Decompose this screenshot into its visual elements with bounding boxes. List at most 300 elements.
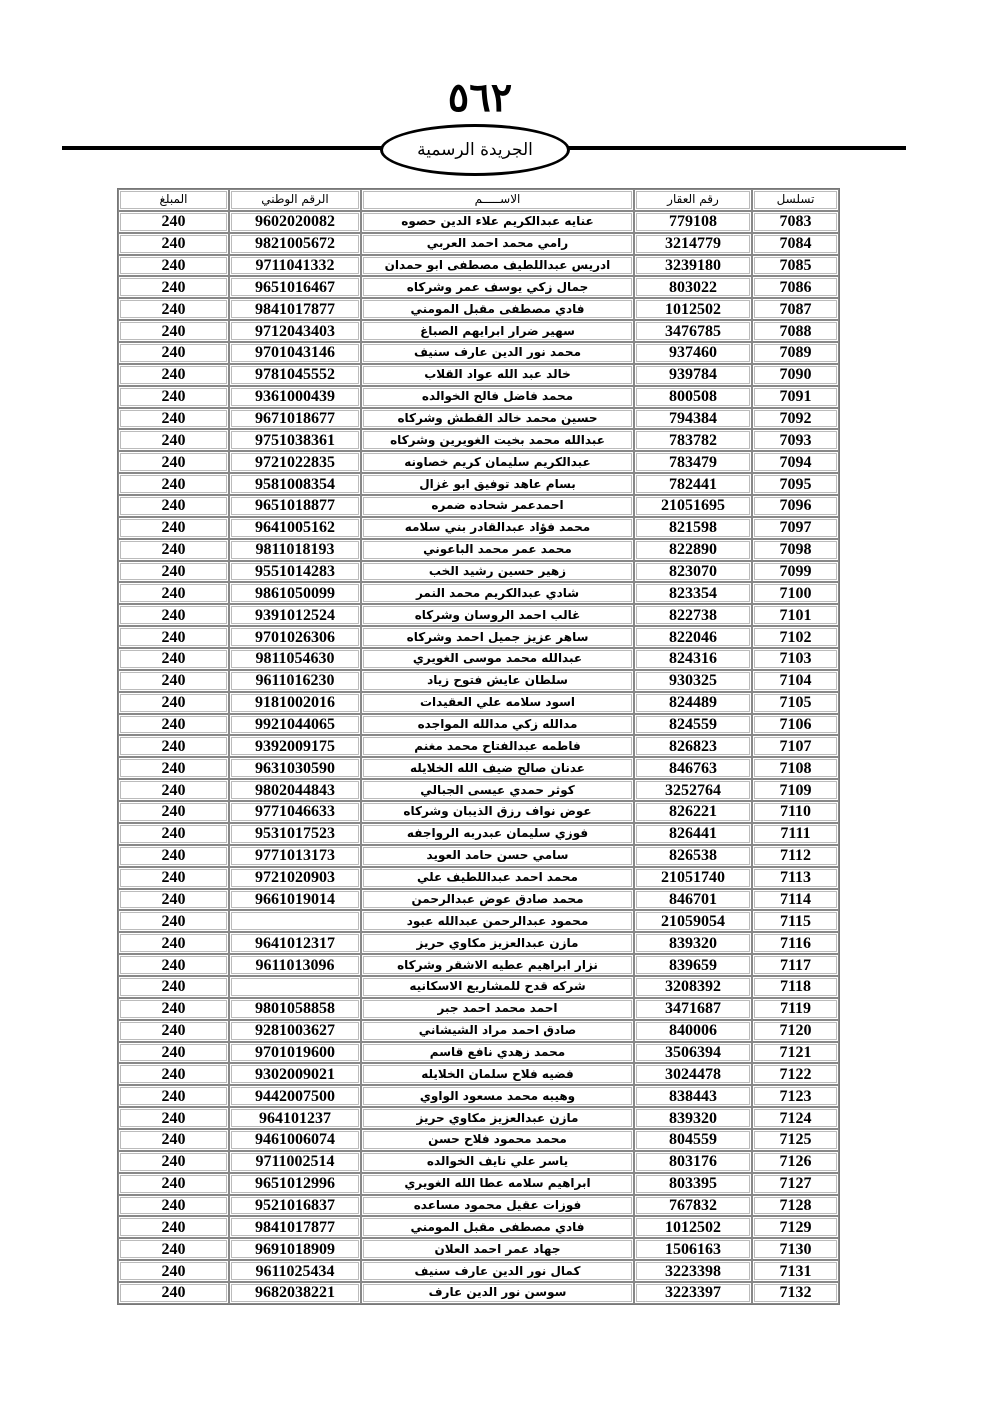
amount-cell: 240: [118, 1238, 229, 1260]
table-row: [118, 408, 839, 430]
serial-cell: 7121: [752, 1042, 839, 1064]
property-no-cell: 824559: [634, 714, 752, 736]
amount-cell: 240: [118, 1020, 229, 1042]
name-cell: وهيبه محمد مسعود الواوي: [361, 1085, 634, 1107]
amount-cell: 240: [118, 255, 229, 277]
serial-cell: 7092: [752, 408, 839, 430]
national-id-cell: 9701019600: [229, 1042, 361, 1064]
property-no-cell: 779108: [634, 211, 752, 233]
national-id-cell: 9392009175: [229, 735, 361, 757]
name-cell: محمد محمود فلاح حسن: [361, 1129, 634, 1151]
publication-title-oval: [380, 124, 570, 176]
table-row: [118, 386, 839, 408]
name-cell: سوسن نور الدين عارف: [361, 1282, 634, 1304]
table-row: [118, 233, 839, 255]
national-id-cell: 9391012524: [229, 604, 361, 626]
national-id-cell: 9671018677: [229, 408, 361, 430]
property-no-cell: 930325: [634, 670, 752, 692]
serial-cell: 7090: [752, 364, 839, 386]
national-id-cell: 9691018909: [229, 1238, 361, 1260]
property-no-cell: 839659: [634, 954, 752, 976]
national-id-cell: 9661019014: [229, 889, 361, 911]
national-id-cell: 9682038221: [229, 1282, 361, 1304]
national-id-cell: 9821005672: [229, 233, 361, 255]
name-cell: عبدالله محمد بخيت الغويرين وشركاه: [361, 429, 634, 451]
amount-cell: 240: [118, 1063, 229, 1085]
serial-cell: 7083: [752, 211, 839, 233]
table-row: [118, 561, 839, 583]
property-no-cell: 839320: [634, 1107, 752, 1129]
serial-cell: 7093: [752, 429, 839, 451]
name-cell: ساهر عزيز جميل احمد وشركاه: [361, 626, 634, 648]
national-id-cell: 9921044065: [229, 714, 361, 736]
amount-cell: 240: [118, 998, 229, 1020]
name-cell: احمدعمر شحاده ضمره: [361, 495, 634, 517]
amount-cell: 240: [118, 889, 229, 911]
property-no-cell: 3252764: [634, 779, 752, 801]
national-id-cell: 9802044843: [229, 779, 361, 801]
table-row: [118, 342, 839, 364]
table-row: [118, 298, 839, 320]
name-cell: سامي حسن حامد العويد: [361, 845, 634, 867]
national-id-cell: 9641012317: [229, 932, 361, 954]
amount-cell: 240: [118, 429, 229, 451]
serial-cell: 7120: [752, 1020, 839, 1042]
serial-cell: 7126: [752, 1151, 839, 1173]
amount-cell: 240: [118, 1107, 229, 1129]
property-no-cell: 783479: [634, 451, 752, 473]
national-id-cell: 9721022835: [229, 451, 361, 473]
amount-cell: 240: [118, 364, 229, 386]
column-header-serial: تسلسل: [752, 189, 839, 211]
amount-cell: 240: [118, 735, 229, 757]
national-id-cell: 9701043146: [229, 342, 361, 364]
property-no-cell: 3506394: [634, 1042, 752, 1064]
name-cell: جهاد عمر احمد العلان: [361, 1238, 634, 1260]
property-no-cell: 1506163: [634, 1238, 752, 1260]
table-row: [118, 1195, 839, 1217]
table-row: [118, 757, 839, 779]
name-cell: عبدالله محمد موسى الغويري: [361, 648, 634, 670]
name-cell: كوثر حمدي عيسى الجبالي: [361, 779, 634, 801]
amount-cell: 240: [118, 561, 229, 583]
national-id-cell: 964101237: [229, 1107, 361, 1129]
amount-cell: 240: [118, 408, 229, 430]
table-row: [118, 714, 839, 736]
national-id-cell: 9181002016: [229, 692, 361, 714]
serial-cell: 7106: [752, 714, 839, 736]
column-header-property-no: رقم العقار: [634, 189, 752, 211]
amount-cell: 240: [118, 779, 229, 801]
name-cell: محمد صادق عوض عبدالرحمن: [361, 889, 634, 911]
national-id-cell: 9811018193: [229, 539, 361, 561]
name-cell: فادي مصطفى مقبل المومني: [361, 298, 634, 320]
amount-cell: 240: [118, 1151, 229, 1173]
name-cell: محمد احمد عبداللطيف علي: [361, 867, 634, 889]
property-no-cell: 846701: [634, 889, 752, 911]
property-no-cell: 822738: [634, 604, 752, 626]
publication-title: الجريدة الرسمية: [417, 140, 533, 160]
amount-cell: 240: [118, 1042, 229, 1064]
amount-cell: 240: [118, 386, 229, 408]
serial-cell: 7087: [752, 298, 839, 320]
amount-cell: 240: [118, 823, 229, 845]
national-id-cell: 9651012996: [229, 1173, 361, 1195]
serial-cell: 7112: [752, 845, 839, 867]
property-no-cell: 838443: [634, 1085, 752, 1107]
property-no-cell: 3239180: [634, 255, 752, 277]
amount-cell: 240: [118, 954, 229, 976]
table-row: [118, 1107, 839, 1129]
national-id-cell: 9711041332: [229, 255, 361, 277]
amount-cell: 240: [118, 757, 229, 779]
serial-cell: 7113: [752, 867, 839, 889]
serial-cell: 7096: [752, 495, 839, 517]
table-row: [118, 735, 839, 757]
serial-cell: 7084: [752, 233, 839, 255]
amount-cell: 240: [118, 1282, 229, 1304]
serial-cell: 7117: [752, 954, 839, 976]
table-row: [118, 1238, 839, 1260]
property-no-cell: 840006: [634, 1020, 752, 1042]
serial-cell: 7091: [752, 386, 839, 408]
table-row: [118, 867, 839, 889]
national-id-cell: 9281003627: [229, 1020, 361, 1042]
table-row: [118, 1151, 839, 1173]
name-cell: كمال نور الدين عارف سنيف: [361, 1260, 634, 1282]
table-row: [118, 604, 839, 626]
amount-cell: 240: [118, 211, 229, 233]
amount-cell: 240: [118, 1173, 229, 1195]
property-no-cell: 823070: [634, 561, 752, 583]
property-no-cell: 839320: [634, 932, 752, 954]
property-no-cell: 3223398: [634, 1260, 752, 1282]
amount-cell: 240: [118, 845, 229, 867]
table-row: [118, 582, 839, 604]
name-cell: بسام عاهد توفيق ابو غزال: [361, 473, 634, 495]
name-cell: محمد فؤاد عبدالقادر بني سلامه: [361, 517, 634, 539]
national-id-cell: 9801058858: [229, 998, 361, 1020]
amount-cell: 240: [118, 517, 229, 539]
property-no-cell: 3024478: [634, 1063, 752, 1085]
serial-cell: 7108: [752, 757, 839, 779]
national-id-cell: 9581008354: [229, 473, 361, 495]
serial-cell: 7110: [752, 801, 839, 823]
name-cell: شادي عبدالكريم محمد النمر: [361, 582, 634, 604]
serial-cell: 7129: [752, 1216, 839, 1238]
amount-cell: 240: [118, 1216, 229, 1238]
amount-cell: 240: [118, 276, 229, 298]
amount-cell: 240: [118, 626, 229, 648]
national-id-cell: 9602020082: [229, 211, 361, 233]
property-no-cell: 3471687: [634, 998, 752, 1020]
name-cell: سهير ضرار ابرايهم الصباغ: [361, 320, 634, 342]
name-cell: محمد زهدي نافع قاسم: [361, 1042, 634, 1064]
property-no-cell: 826538: [634, 845, 752, 867]
national-id-cell: 9841017877: [229, 298, 361, 320]
property-no-cell: 3476785: [634, 320, 752, 342]
table-row: [118, 889, 839, 911]
table-row: [118, 998, 839, 1020]
national-id-cell: 9631030590: [229, 757, 361, 779]
serial-cell: 7123: [752, 1085, 839, 1107]
national-id-cell: 9531017523: [229, 823, 361, 845]
table-row: [118, 451, 839, 473]
table-row: [118, 648, 839, 670]
national-id-cell: 9611025434: [229, 1260, 361, 1282]
name-cell: ياسر علي نايف الخوالده: [361, 1151, 634, 1173]
national-id-cell: 9751038361: [229, 429, 361, 451]
name-cell: سلطان عايش فتوح زياد: [361, 670, 634, 692]
amount-cell: 240: [118, 233, 229, 255]
property-no-cell: 1012502: [634, 298, 752, 320]
name-cell: مازن عبدالعزيز مكاوي حريز: [361, 1107, 634, 1129]
serial-cell: 7128: [752, 1195, 839, 1217]
serial-cell: 7109: [752, 779, 839, 801]
column-header-national-id: الرقم الوطني: [229, 189, 361, 211]
table-row: [118, 845, 839, 867]
national-id-cell: 9781045552: [229, 364, 361, 386]
property-no-cell: 826823: [634, 735, 752, 757]
name-cell: حسين محمد خالد القطش وشركاه: [361, 408, 634, 430]
serial-cell: 7085: [752, 255, 839, 277]
table-row: [118, 1216, 839, 1238]
national-id-cell: 9521016837: [229, 1195, 361, 1217]
name-cell: فوزات عقيل محمود مساعده: [361, 1195, 634, 1217]
table-row: [118, 1282, 839, 1304]
property-no-cell: 824316: [634, 648, 752, 670]
property-no-cell: 826221: [634, 801, 752, 823]
amount-cell: 240: [118, 320, 229, 342]
table-row: [118, 517, 839, 539]
table-row: [118, 495, 839, 517]
property-no-cell: 822046: [634, 626, 752, 648]
table-row: [118, 1260, 839, 1282]
amount-cell: 240: [118, 451, 229, 473]
table-row: [118, 692, 839, 714]
national-id-cell: 9771046633: [229, 801, 361, 823]
table-row: [118, 1063, 839, 1085]
amount-cell: 240: [118, 582, 229, 604]
property-no-cell: 804559: [634, 1129, 752, 1151]
serial-cell: 7089: [752, 342, 839, 364]
amount-cell: 240: [118, 1260, 229, 1282]
amount-cell: 240: [118, 648, 229, 670]
serial-cell: 7088: [752, 320, 839, 342]
amount-cell: 240: [118, 867, 229, 889]
name-cell: محمود عبدالرحمن عبدالله عبود: [361, 910, 634, 932]
table-row: [118, 473, 839, 495]
property-no-cell: 803395: [634, 1173, 752, 1195]
name-cell: عبدالكريم سليمان كريم خصاونه: [361, 451, 634, 473]
amount-cell: 240: [118, 714, 229, 736]
serial-cell: 7132: [752, 1282, 839, 1304]
national-id-cell: 9361000439: [229, 386, 361, 408]
table-row: [118, 1042, 839, 1064]
national-id-cell: [229, 910, 361, 932]
serial-cell: 7095: [752, 473, 839, 495]
property-no-cell: 823354: [634, 582, 752, 604]
amount-cell: 240: [118, 495, 229, 517]
table-row: [118, 1085, 839, 1107]
serial-cell: 7086: [752, 276, 839, 298]
serial-cell: 7111: [752, 823, 839, 845]
table-row: [118, 932, 839, 954]
name-cell: عنايه عبدالكريم علاء الدين حصوه: [361, 211, 634, 233]
property-no-cell: 937460: [634, 342, 752, 364]
serial-cell: 7124: [752, 1107, 839, 1129]
national-id-cell: 9711002514: [229, 1151, 361, 1173]
amount-cell: 240: [118, 1085, 229, 1107]
serial-cell: 7122: [752, 1063, 839, 1085]
property-no-cell: 824489: [634, 692, 752, 714]
table-row: [118, 1129, 839, 1151]
property-no-cell: 822890: [634, 539, 752, 561]
serial-cell: 7127: [752, 1173, 839, 1195]
table-row: [118, 823, 839, 845]
name-cell: فادي مصطفى مقبل المومني: [361, 1216, 634, 1238]
amount-cell: 240: [118, 932, 229, 954]
serial-cell: 7130: [752, 1238, 839, 1260]
serial-cell: 7099: [752, 561, 839, 583]
serial-cell: 7104: [752, 670, 839, 692]
property-no-cell: 846763: [634, 757, 752, 779]
name-cell: شركه قدح للمشاريع الاسكانيه: [361, 976, 634, 998]
national-id-cell: 9611016230: [229, 670, 361, 692]
column-header-name: الاســـــم: [361, 189, 634, 211]
national-id-cell: 9721020903: [229, 867, 361, 889]
name-cell: ادريس عبداللطيف مصطفى ابو حمدان: [361, 255, 634, 277]
national-id-cell: 9611013096: [229, 954, 361, 976]
property-no-cell: 826441: [634, 823, 752, 845]
registry-table: [117, 188, 840, 1305]
national-id-cell: 9811054630: [229, 648, 361, 670]
serial-cell: 7102: [752, 626, 839, 648]
property-no-cell: 803022: [634, 276, 752, 298]
serial-cell: 7101: [752, 604, 839, 626]
property-no-cell: 821598: [634, 517, 752, 539]
amount-cell: 240: [118, 1129, 229, 1151]
name-cell: جمال زكي يوسف عمر وشركاه: [361, 276, 634, 298]
name-cell: محمد عمر محمد الباعوني: [361, 539, 634, 561]
amount-cell: 240: [118, 298, 229, 320]
name-cell: فضيه فلاح سلمان الخلايله: [361, 1063, 634, 1085]
amount-cell: 240: [118, 539, 229, 561]
page-number: ٥٦٢: [447, 74, 513, 121]
name-cell: ابراهيم سلامه عطا الله الغويري: [361, 1173, 634, 1195]
amount-cell: 240: [118, 692, 229, 714]
property-no-cell: 783782: [634, 429, 752, 451]
serial-cell: 7107: [752, 735, 839, 757]
name-cell: عوض نواف رزق الذيبان وشركاه: [361, 801, 634, 823]
national-id-cell: 9651016467: [229, 276, 361, 298]
name-cell: مدالله زكي مدالله المواجده: [361, 714, 634, 736]
name-cell: مازن عبدالعزيز مكاوي حريز: [361, 932, 634, 954]
table-row: [118, 429, 839, 451]
amount-cell: 240: [118, 1195, 229, 1217]
name-cell: صادق احمد مراد الشيشاني: [361, 1020, 634, 1042]
name-cell: غالب احمد الروسان وشركاه: [361, 604, 634, 626]
serial-cell: 7094: [752, 451, 839, 473]
serial-cell: 7131: [752, 1260, 839, 1282]
serial-cell: 7118: [752, 976, 839, 998]
property-no-cell: 767832: [634, 1195, 752, 1217]
serial-cell: 7105: [752, 692, 839, 714]
name-cell: محمد فاضل فالح الخوالده: [361, 386, 634, 408]
property-no-cell: 1012502: [634, 1216, 752, 1238]
national-id-cell: 9551014283: [229, 561, 361, 583]
national-id-cell: 9771013173: [229, 845, 361, 867]
national-id-cell: 9442007500: [229, 1085, 361, 1107]
table-row: [118, 976, 839, 998]
table-row: [118, 1173, 839, 1195]
table-row: [118, 1020, 839, 1042]
property-no-cell: 939784: [634, 364, 752, 386]
serial-cell: 7115: [752, 910, 839, 932]
national-id-cell: 9641005162: [229, 517, 361, 539]
name-cell: محمد نور الدين عارف سنيف: [361, 342, 634, 364]
table-row: [118, 276, 839, 298]
table-row: [118, 255, 839, 277]
table-row: [118, 364, 839, 386]
name-cell: عدنان صالح ضيف الله الخلايله: [361, 757, 634, 779]
table-row: [118, 539, 839, 561]
name-cell: نزار ابراهيم عطيه الاشقر وشركاه: [361, 954, 634, 976]
property-no-cell: 3214779: [634, 233, 752, 255]
amount-cell: 240: [118, 473, 229, 495]
property-no-cell: 3208392: [634, 976, 752, 998]
national-id-cell: 9461006074: [229, 1129, 361, 1151]
table-row: [118, 779, 839, 801]
name-cell: فوزي سليمان عبدربه الرواجفه: [361, 823, 634, 845]
name-cell: اسود سلامه علي العقيدات: [361, 692, 634, 714]
national-id-cell: 9302009021: [229, 1063, 361, 1085]
national-id-cell: [229, 976, 361, 998]
table-row: [118, 954, 839, 976]
table-row: [118, 626, 839, 648]
property-no-cell: 21059054: [634, 910, 752, 932]
property-no-cell: 3223397: [634, 1282, 752, 1304]
table-row: [118, 670, 839, 692]
name-cell: احمد محمد احمد جبر: [361, 998, 634, 1020]
national-id-cell: 9701026306: [229, 626, 361, 648]
property-no-cell: 800508: [634, 386, 752, 408]
serial-cell: 7125: [752, 1129, 839, 1151]
amount-cell: 240: [118, 342, 229, 364]
amount-cell: 240: [118, 801, 229, 823]
serial-cell: 7119: [752, 998, 839, 1020]
property-no-cell: 21051740: [634, 867, 752, 889]
amount-cell: 240: [118, 910, 229, 932]
table-row: [118, 320, 839, 342]
name-cell: فاطمه عبدالفتاح محمد مغنم: [361, 735, 634, 757]
amount-cell: 240: [118, 976, 229, 998]
serial-cell: 7103: [752, 648, 839, 670]
property-no-cell: 794384: [634, 408, 752, 430]
name-cell: زهير حسين رشيد الخب: [361, 561, 634, 583]
national-id-cell: 9651018877: [229, 495, 361, 517]
serial-cell: 7116: [752, 932, 839, 954]
national-id-cell: 9861050099: [229, 582, 361, 604]
table-row: [118, 910, 839, 932]
amount-cell: 240: [118, 670, 229, 692]
serial-cell: 7100: [752, 582, 839, 604]
property-no-cell: 21051695: [634, 495, 752, 517]
table-row: [118, 211, 839, 233]
table-header-row: [118, 189, 839, 211]
serial-cell: 7098: [752, 539, 839, 561]
property-no-cell: 782441: [634, 473, 752, 495]
